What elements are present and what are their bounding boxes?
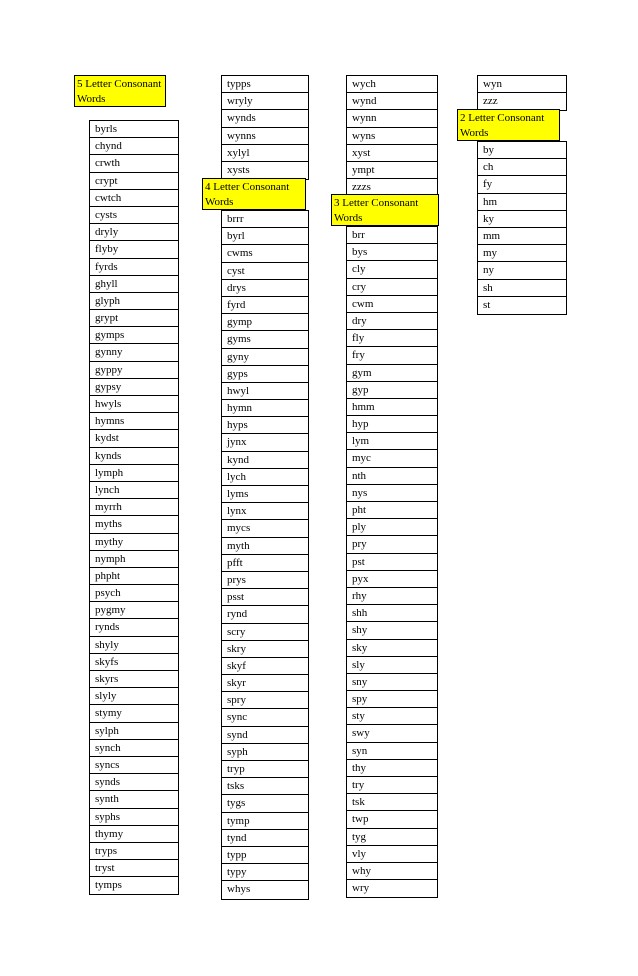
- word-cell: wynds: [222, 110, 308, 127]
- word-cell: shh: [347, 605, 437, 622]
- word-cell: rhy: [347, 588, 437, 605]
- word-cell: cry: [347, 279, 437, 296]
- word-cell: crwth: [90, 155, 178, 172]
- word-cell: lynx: [222, 503, 308, 520]
- word-cell: skyrs: [90, 671, 178, 688]
- word-cell: synth: [90, 791, 178, 808]
- word-cell: fy: [478, 176, 566, 193]
- word-cell: syphs: [90, 809, 178, 826]
- word-cell: tyg: [347, 829, 437, 846]
- word-column-5-letter: [89, 120, 179, 895]
- word-cell: mycs: [222, 520, 308, 537]
- word-cell: dry: [347, 313, 437, 330]
- word-cell: nth: [347, 468, 437, 485]
- word-cell: xysts: [227, 163, 250, 176]
- word-cell: hymn: [222, 400, 308, 417]
- word-cell: wyns: [347, 128, 437, 145]
- word-cell: cwm: [347, 296, 437, 313]
- word-cell: skyr: [222, 675, 308, 692]
- word-cell: cwtch: [90, 190, 178, 207]
- word-cell: twp: [347, 811, 437, 828]
- label-5-letter: 5 Letter Consonant Words: [74, 75, 166, 107]
- word-cell: tymp: [222, 813, 308, 830]
- word-column-4-letter-top: [221, 75, 309, 180]
- word-cell: kynds: [90, 448, 178, 465]
- word-cell: psst: [222, 589, 308, 606]
- word-cell: sync: [222, 709, 308, 726]
- word-cell: wych: [347, 76, 437, 93]
- word-cell: shyly: [90, 637, 178, 654]
- word-cell: thy: [347, 760, 437, 777]
- word-cell: sylph: [90, 723, 178, 740]
- word-cell: gyps: [222, 366, 308, 383]
- word-cell: why: [347, 863, 437, 880]
- word-cell: gypsy: [90, 379, 178, 396]
- word-cell: wynns: [222, 128, 308, 145]
- word-cell: scry: [222, 624, 308, 641]
- word-cell: cyst: [222, 263, 308, 280]
- word-cell: synds: [90, 774, 178, 791]
- word-cell: zzz: [483, 95, 498, 108]
- label-3-letter: 3 Letter Consonant Words: [331, 194, 439, 226]
- word-cell: cwms: [222, 245, 308, 262]
- word-cell: ghyll: [90, 276, 178, 293]
- word-cell: myrrh: [90, 499, 178, 516]
- word-cell: bys: [347, 244, 437, 261]
- word-cell: skyf: [222, 658, 308, 675]
- word-cell: phpht: [90, 568, 178, 585]
- word-cell: fyrds: [90, 259, 178, 276]
- word-cell: spy: [347, 691, 437, 708]
- word-cell: wry: [352, 882, 370, 895]
- word-cell: tymps: [95, 879, 122, 892]
- word-cell: fry: [347, 347, 437, 364]
- word-cell: wryly: [222, 93, 308, 110]
- word-cell: pry: [347, 536, 437, 553]
- word-cell: dryly: [90, 224, 178, 241]
- word-cell: gymp: [222, 314, 308, 331]
- word-cell: lyms: [222, 486, 308, 503]
- word-cell: gym: [347, 365, 437, 382]
- word-cell: chynd: [90, 138, 178, 155]
- word-cell: myth: [222, 538, 308, 555]
- word-cell: xylyl: [222, 145, 308, 162]
- word-cell: kynd: [222, 452, 308, 469]
- word-cell: synd: [222, 727, 308, 744]
- word-cell: shy: [347, 622, 437, 639]
- word-cell: syncs: [90, 757, 178, 774]
- word-cell: gymps: [90, 327, 178, 344]
- word-cell: typps: [222, 76, 308, 93]
- word-cell: vly: [347, 846, 437, 863]
- word-cell: jynx: [222, 434, 308, 451]
- word-cell: zzzs: [352, 181, 371, 194]
- word-cell: gyp: [347, 382, 437, 399]
- word-column-3-letter-top: [346, 75, 438, 197]
- word-cell: slyly: [90, 688, 178, 705]
- word-cell: nymph: [90, 551, 178, 568]
- word-cell: rynd: [222, 606, 308, 623]
- word-column-4-letter: [221, 210, 309, 900]
- word-cell: xyst: [347, 145, 437, 162]
- word-cell: gyny: [222, 349, 308, 366]
- word-cell: sny: [347, 674, 437, 691]
- word-cell: stymy: [90, 705, 178, 722]
- word-cell: lych: [222, 469, 308, 486]
- word-column-3-letter: [346, 226, 438, 898]
- word-cell: glyph: [90, 293, 178, 310]
- word-cell: tsk: [347, 794, 437, 811]
- word-cell: typp: [222, 847, 308, 864]
- word-cell: brr: [347, 227, 437, 244]
- word-cell: hwyl: [222, 383, 308, 400]
- word-cell: try: [347, 777, 437, 794]
- word-cell: prys: [222, 572, 308, 589]
- word-cell: hm: [478, 194, 566, 211]
- word-cell: grypt: [90, 310, 178, 327]
- word-cell: swy: [347, 725, 437, 742]
- word-cell: skyfs: [90, 654, 178, 671]
- word-cell: rynds: [90, 619, 178, 636]
- word-cell: cysts: [90, 207, 178, 224]
- word-cell: lymph: [90, 465, 178, 482]
- word-cell: brrr: [222, 211, 308, 228]
- word-cell: psych: [90, 585, 178, 602]
- word-column-2-letter-top: [477, 75, 567, 111]
- word-cell: tynd: [222, 830, 308, 847]
- word-cell: hyp: [347, 416, 437, 433]
- word-cell: lynch: [90, 482, 178, 499]
- word-cell: ny: [478, 262, 566, 279]
- word-cell: fyrd: [222, 297, 308, 314]
- label-2-letter: 2 Letter Consonant Words: [457, 109, 560, 141]
- label-4-letter: 4 Letter Consonant Words: [202, 178, 306, 210]
- word-cell: pfft: [222, 555, 308, 572]
- word-cell: skry: [222, 641, 308, 658]
- word-cell: whys: [227, 883, 251, 896]
- word-cell: tryps: [90, 843, 178, 860]
- word-cell: crypt: [90, 173, 178, 190]
- word-cell: synch: [90, 740, 178, 757]
- word-cell: byrl: [222, 228, 308, 245]
- word-cell: wynd: [347, 93, 437, 110]
- word-cell: spry: [222, 692, 308, 709]
- word-cell: gyppy: [90, 362, 178, 379]
- word-cell: cly: [347, 261, 437, 278]
- word-cell: byrls: [90, 121, 178, 138]
- word-cell: drys: [222, 280, 308, 297]
- word-cell: gynny: [90, 344, 178, 361]
- word-cell: myc: [347, 450, 437, 467]
- word-cell: kydst: [90, 430, 178, 447]
- word-cell: by: [478, 142, 566, 159]
- word-cell: hymns: [90, 413, 178, 430]
- word-cell: lym: [347, 433, 437, 450]
- word-cell: nys: [347, 485, 437, 502]
- word-cell: pyx: [347, 571, 437, 588]
- word-cell: flyby: [90, 241, 178, 258]
- word-cell: tsks: [222, 778, 308, 795]
- word-cell: ky: [478, 211, 566, 228]
- word-cell: mm: [478, 228, 566, 245]
- word-cell: st: [483, 298, 491, 311]
- word-cell: wynn: [347, 110, 437, 127]
- word-cell: ply: [347, 519, 437, 536]
- word-cell: hmm: [347, 399, 437, 416]
- word-cell: ch: [478, 159, 566, 176]
- word-cell: typy: [222, 864, 308, 881]
- word-cell: wyn: [478, 76, 566, 93]
- word-cell: my: [478, 245, 566, 262]
- word-cell: sky: [347, 640, 437, 657]
- word-cell: hwyls: [90, 396, 178, 413]
- word-cell: tryst: [90, 860, 178, 877]
- word-cell: pht: [347, 502, 437, 519]
- word-cell: syph: [222, 744, 308, 761]
- word-cell: mythy: [90, 534, 178, 551]
- word-cell: sty: [347, 708, 437, 725]
- word-cell: myths: [90, 516, 178, 533]
- word-cell: sh: [478, 280, 566, 297]
- word-cell: ympt: [347, 162, 437, 179]
- word-cell: tryp: [222, 761, 308, 778]
- word-cell: syn: [347, 743, 437, 760]
- word-cell: tygs: [222, 795, 308, 812]
- word-cell: fly: [347, 330, 437, 347]
- word-cell: thymy: [90, 826, 178, 843]
- word-column-2-letter: [477, 141, 567, 315]
- word-cell: pygmy: [90, 602, 178, 619]
- word-cell: sly: [347, 657, 437, 674]
- word-cell: gyms: [222, 331, 308, 348]
- word-cell: pst: [347, 554, 437, 571]
- word-cell: hyps: [222, 417, 308, 434]
